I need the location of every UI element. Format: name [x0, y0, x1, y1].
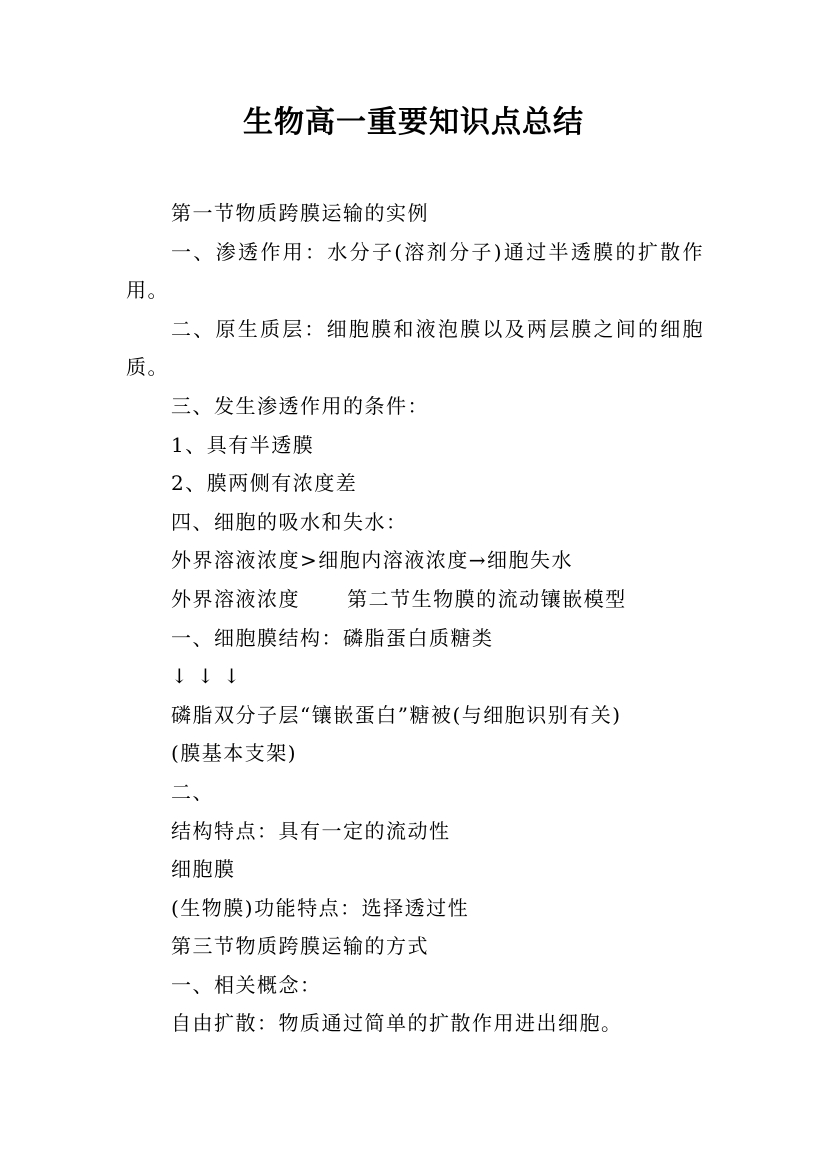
paragraph: 一、细胞膜结构：磷脂蛋白质糖类: [171, 625, 494, 650]
paragraph: 二、原生质层：细胞膜和液泡膜以及两层膜之间的细胞质。: [126, 316, 704, 380]
paragraph: 外界溶液浓度 第二节生物膜的流动镶嵌模型: [171, 586, 627, 611]
paragraph: 一、相关概念：: [171, 972, 322, 997]
paragraph: 四、细胞的吸水和失水：: [171, 509, 408, 534]
paragraph: 自由扩散：物质通过简单的扩散作用进出细胞。: [171, 1011, 623, 1036]
list-item: 2、膜两侧有浓度差: [171, 471, 358, 496]
paragraph: 细胞膜: [171, 857, 236, 882]
list-item: 1、具有半透膜: [171, 432, 315, 457]
paragraph: 三、发生渗透作用的条件：: [171, 393, 429, 418]
document-title: 生物高一重要知识点总结: [243, 105, 584, 140]
paragraph: 二、: [171, 779, 214, 804]
paragraph: 外界溶液浓度>细胞内溶液浓度→细胞失水: [171, 548, 574, 573]
document-body: [126, 194, 704, 1043]
paragraph: (生物膜)功能特点：选择透过性: [171, 895, 470, 920]
paragraph: (膜基本支架): [171, 741, 298, 766]
section-heading: 第一节物质跨膜运输的实例: [171, 201, 429, 225]
paragraph: 结构特点：具有一定的流动性: [171, 818, 451, 843]
arrow-row: ↓ ↓ ↓: [171, 664, 242, 689]
paragraph: 一、渗透作用：水分子(溶剂分子)通过半透膜的扩散作用。: [126, 239, 704, 303]
section-heading: 第三节物质跨膜运输的方式: [171, 934, 429, 959]
paragraph: 磷脂双分子层“镶嵌蛋白”糖被(与细胞识别有关): [171, 702, 622, 727]
